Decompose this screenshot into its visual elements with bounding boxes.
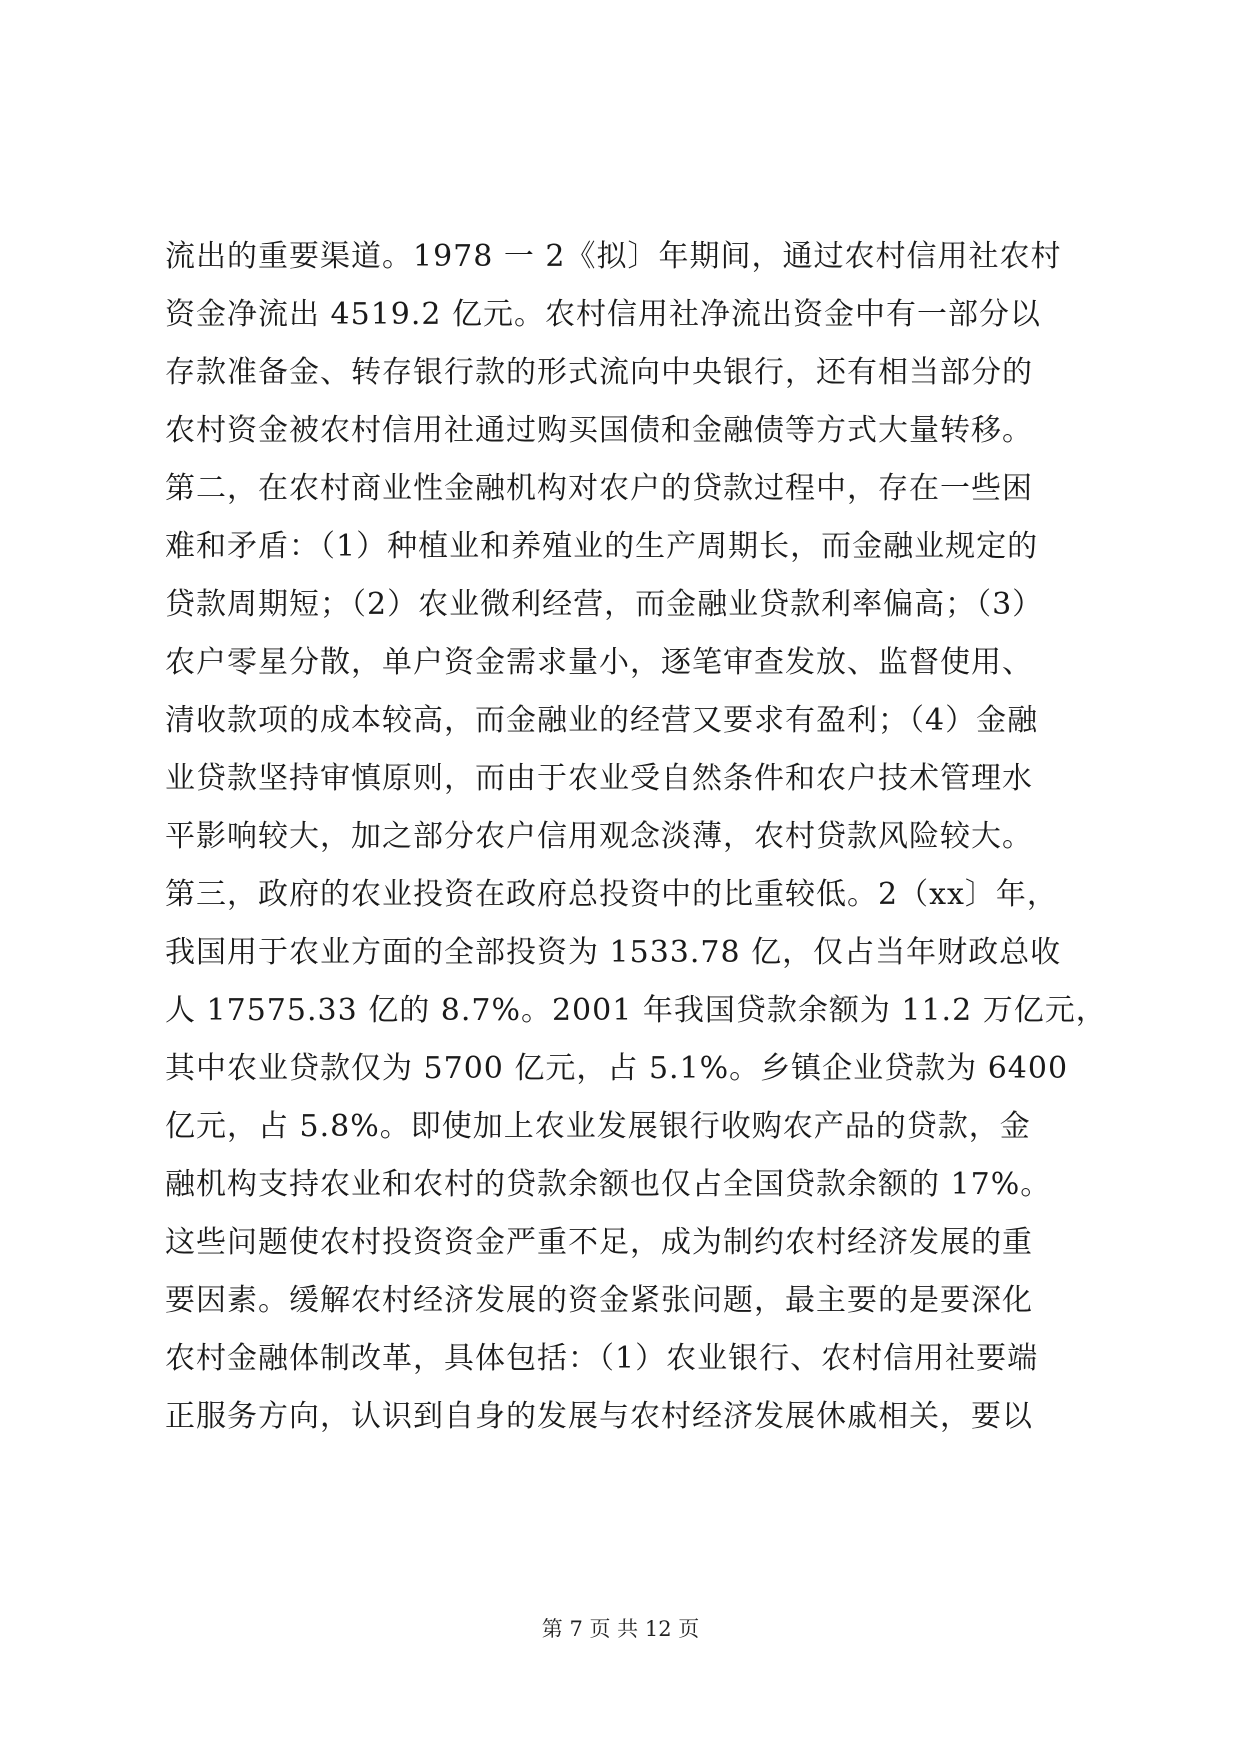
text-line: 要因素。缓解农村经济发展的资金紧张问题，最主要的是要深化 bbox=[165, 1283, 1033, 1318]
text-line: 其中农业贷款仅为 5700 亿元，占 5.1%。乡镇企业贷款为 6400 bbox=[165, 1051, 1069, 1086]
text-line: 亿元，占 5.8%。即使加上农业发展银行收购农产品的贷款，金 bbox=[165, 1109, 1031, 1144]
page-number: 第 7 页 共 12 页 bbox=[541, 1617, 700, 1641]
text-line: 我国用于农业方面的全部投资为 1533.78 亿，仅占当年财政总收 bbox=[165, 935, 1062, 970]
text-line: 业贷款坚持审慎原则，而由于农业受自然条件和农户技术管理水 bbox=[165, 761, 1033, 796]
text-line: 平影响较大，加之部分农户信用观念淡薄，农村贷款风险较大。 bbox=[165, 819, 1033, 854]
text-line: 清收款项的成本较高，而金融业的经营又要求有盈利；（4）金融 bbox=[165, 703, 1039, 738]
text-line: 第二，在农村商业性金融机构对农户的贷款过程中，存在一些困 bbox=[165, 471, 1033, 506]
text-line: 农户零星分散，单户资金需求量小，逐笔审查发放、监督使用、 bbox=[165, 645, 1033, 680]
text-line: 农村资金被农村信用社通过购买国债和金融债等方式大量转移。 bbox=[165, 413, 1033, 448]
text-line: 正服务方向，认识到自身的发展与农村经济发展休戚相关，要以 bbox=[165, 1399, 1033, 1434]
text-line: 资金净流出 4519.2 亿元。农村信用社净流出资金中有一部分以 bbox=[165, 297, 1042, 332]
text-line: 人 17575.33 亿的 8.7%。2001 年我国贷款余额为 11.2 万亿元， bbox=[165, 993, 1107, 1028]
text-line: 第三，政府的农业投资在政府总投资中的比重较低。2（xx〕年， bbox=[165, 877, 1058, 912]
text-line: 难和矛盾：（1）种植业和养殖业的生产周期长，而金融业规定的 bbox=[165, 529, 1039, 564]
page-footer bbox=[0, 1614, 1241, 1644]
text-line: 这些问题使农村投资资金严重不足，成为制约农村经济发展的重 bbox=[165, 1225, 1033, 1260]
text-line: 流出的重要渠道。1978 一 2《拟〕年期间，通过农村信用社农村 bbox=[165, 239, 1062, 274]
text-line: 存款准备金、转存银行款的形式流向中央银行，还有相当部分的 bbox=[165, 355, 1033, 390]
body-text bbox=[165, 228, 1107, 1446]
text-line: 融机构支持农业和农村的贷款余额也仅占全国贷款余额的 17%。 bbox=[165, 1167, 1052, 1202]
text-line: 农村金融体制改革，具体包括：（1）农业银行、农村信用社要端 bbox=[165, 1341, 1039, 1376]
text-line: 贷款周期短；（2）农业微利经营，而金融业贷款利率偏高；（3） bbox=[165, 587, 1044, 622]
